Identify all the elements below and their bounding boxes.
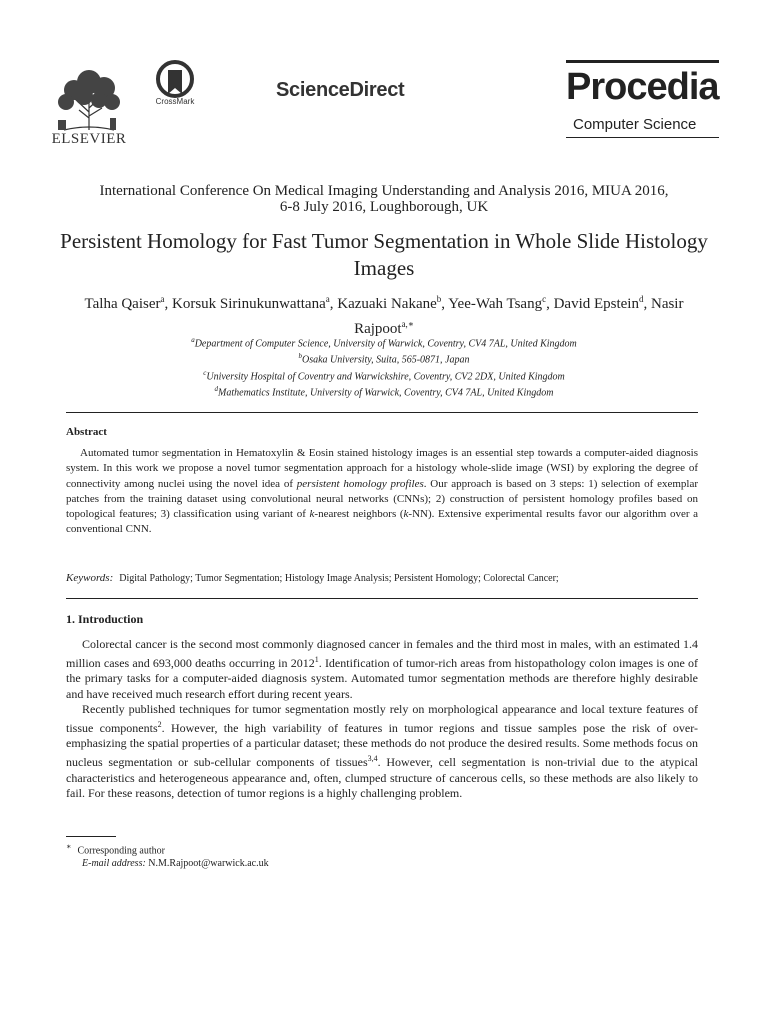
keywords-label: Keywords:: [66, 572, 114, 584]
footnote: [66, 840, 269, 870]
email-address[interactable]: N.M.Rajpoot@warwick.ac.uk: [148, 858, 269, 870]
conference-info: [40, 183, 728, 215]
abstract-body: Automated tumor segmentation in Hematoxylin & Eosin stained histology images is an essential step towards a computer-aided diagnosis system. In this work we propose a novel tumor segmentation approach for a histology whole-slide image (WSI) by exploring the degree of connectivity among nuclei using the novel idea of persistent homology profiles. Our approach is based on 3 steps: 1) selection of exemplar patches from the training dataset using convolutional neural networks (CNNs); 2) construction of persistent homology profiles based on topological features; 3) classification using variant of k-nearest neighbors (k-NN). Extensive experimental results favor our algorithm over a conventional CNN.: [66, 447, 699, 536]
affiliation: $^c$University Hospital of Coventry and Warwickshire, Coventry, CV2 2DX, United Kingdom: [203, 368, 565, 382]
author-name: Talha Qaiser: [84, 296, 161, 312]
affiliation-mark: b: [436, 294, 442, 304]
author-name: Korsuk Sirinukunwattana: [172, 296, 326, 312]
procedia-top-bar: [566, 60, 719, 63]
affiliation-mark: c: [542, 294, 547, 304]
affiliation-mark: a,∗: [401, 319, 414, 329]
affiliation-list: [60, 334, 708, 399]
journal-subtitle: Computer Science: [573, 116, 697, 133]
conference-line-2: 6-8 July 2016, Loughborough, UK: [279, 199, 489, 215]
footnote-text: Corresponding author: [77, 845, 165, 857]
author-list: Talha Qaiser$^a$, Korsuk Sirinukunwattana$^a$, Kazuaki Nakane$^b$, Yee-Wah Tsang$^c$, David Epstein$^d$, Nasir Rajpoot$^{a,∗}$: [84, 294, 684, 337]
affiliation: $^b$Osaka University, Suita, 565-0871, Japan: [298, 352, 470, 366]
author-name: David Epstein: [553, 296, 639, 312]
citation-ref[interactable]: 3,4: [367, 754, 378, 764]
email-label: E-mail address:: [82, 858, 146, 870]
paper-title: Persistent Homology for Fast Tumor Segmentation in Whole Slide Histology Images: [60, 229, 708, 280]
affiliation-mark: a: [325, 294, 330, 304]
affiliation: $^d$Mathematics Institute, University of Warwick, Coventry, CV4 7AL, United Kingdom: [214, 384, 554, 399]
keywords: [66, 572, 698, 584]
publisher-name: ELSEVIER: [51, 131, 127, 147]
section-divider: [66, 598, 698, 599]
section-divider: [66, 412, 698, 413]
sciencedirect-logo: ScienceDirect: [276, 79, 405, 101]
paragraph: Colorectal cancer is the second most commonly diagnosed cancer in females and the third most in males, with an estimated 1.4 million cases and 693,000 deaths occurring in 2012$^1$. Identification of tumor-rich areas from histopathology colon images is one of the primary tasks for a computer-aided diagnosis system. Automated tumor segmentation methods are therefore highly desirable and have received much research effort during recent years.: [66, 637, 698, 701]
author-name: Yee-Wah Tsang: [448, 296, 543, 312]
abstract-heading: Abstract: [66, 426, 107, 438]
footnote-rule: [66, 836, 116, 837]
citation-ref[interactable]: 2: [157, 720, 162, 730]
affiliation-mark: d: [638, 294, 644, 304]
journal-name: Procedia: [566, 66, 719, 108]
citation-ref[interactable]: 1: [314, 655, 319, 665]
author-name: Nasir Rajpoot: [354, 296, 684, 337]
paragraph: Recently published techniques for tumor segmentation mostly rely on morphological appearance and local texture features of tissue components$^2$. However, the high variability of features in tumor regions and tissue samples pose the risk of over-emphasizing the spatial properties of a particular dataset; these methods do not produce the desired results. Some methods focus on nucleus segmentation or sub-cellular components of tissues$^{3,4}$. However, cell segmentation is non-trivial due to the atypical characteristics and heterogeneous appearance and, often, clumped structure of cancerous cells, so these methods are also likely to fail. For these reasons, detection of tumor regions is a highly challenging problem.: [66, 701, 698, 800]
introduction-body: [66, 637, 698, 801]
crossmark-label: CrossMark: [155, 97, 195, 106]
keywords-text: Digital Pathology; Tumor Segmentation; Histology Image Analysis; Persistent Homology; Colorectal Cancer;: [119, 573, 559, 584]
author-name: Kazuaki Nakane: [337, 296, 437, 312]
affiliation-mark: a: [160, 294, 165, 304]
procedia-underline: [566, 137, 719, 138]
affiliation: $^a$Department of Computer Science, University of Warwick, Coventry, CV4 7AL, United Kingdom: [191, 336, 577, 350]
section-heading: 1. Introduction: [66, 612, 144, 626]
conference-line-1: International Conference On Medical Imaging Understanding and Analysis 2016, MIUA 2016,: [99, 183, 669, 199]
footnote-mark: ∗: [66, 842, 72, 851]
